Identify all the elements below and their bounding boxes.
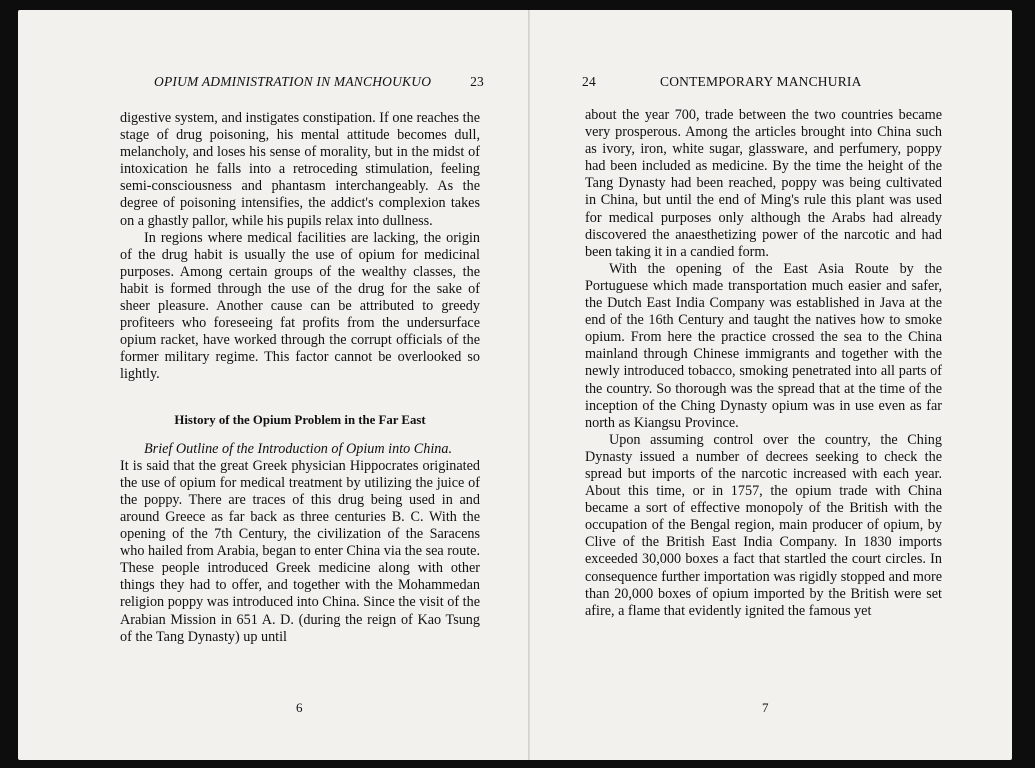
right-paragraph-3: Upon assuming control over the country, the Ching Dynasty issued a number of decrees seeking to check the spread but imports of the narcotic increased with each year. About this time, or in 1757, the opium trade with China became a sort of effective monopoly of the British with the occupation of the Bengal region, main producer of opium, by Clive of the British East India Company. In 1830 imports exceeded 30,000 boxes a fact that startled the court circles. In consequence further importation was rigidly stopped and more than 20,000 boxes of opium imported by the British were set afire, a flame that evidently ignited the famous yet <box>585 431 942 619</box>
section-subtitle-line <box>120 441 480 458</box>
left-page <box>18 10 530 760</box>
left-paragraph-1: digestive system, and instigates constipation. If one reaches the stage of drug poisoning, his mental attitude becomes dull, melancholy, and loses his sense of morality, but in the midst of intoxication he falls into a retroceding stimulation, feeling semi-consciousness and phantasm interchangeably. As the degree of poisoning intensifies, the addict's complexion takes on a ghastly pallor, while his pupils relax into dullness. <box>120 110 480 229</box>
section-title: History of the Opium Problem in the Far East <box>174 412 426 427</box>
left-folio: 6 <box>296 700 303 715</box>
left-paragraph-3: It is said that the great Greek physician Hippocrates originated the use of opium for medical treatment by utilizing the juice of the poppy. There are traces of this drug being used in and around Greece as far back as three centuries B. C. With the opening of the 7th Century, the civilization of the Saracens who hailed from Arabia, began to enter China via the sea route. These people introduced Greek medicine along with other things they had to offer, and together with the Mohammedan religion poppy was introduced into China. Since the visit of the Arabian Mission in 651 A. D. (during the reign of Kao Tsung of the Tang Dynasty) up until <box>120 457 480 645</box>
section-subtitle: Brief Outline of the Introduction of Opium into China. <box>144 440 453 457</box>
right-running-head: CONTEMPORARY MANCHURIA <box>660 74 862 89</box>
right-page <box>530 10 1012 760</box>
right-paragraph-2: With the opening of the East Asia Route by the Portuguese which made transportation much easier and safer, the Dutch East India Company was established in Java at the end of the 16th Century and taught the natives how to smoke opium. From here the practice crossed the sea to the China mainland through Chinese immigrants and together with the newly introduced tobacco, smoking penetrated into all parts of the country. So thorough was the spread that at the time of the inception of the Ching Dynasty opium was in use even as far north as Kiangsu Province. <box>585 260 942 431</box>
right-paragraph-1: about the year 700, trade between the two countries became very prosperous. Among the articles brought into China such as ivory, iron, white sugar, glassware, and perfumery, poppy had been included as medicine. By the time the height of the Tang Dynasty had been reached, poppy was being cultivated in China, but until the end of Ming's rule this plant was used for medical purposes only although the Arabs had already discovered the anaesthetizing power of the narcotic and had been taking it in a candied form. <box>585 107 942 260</box>
left-running-head: OPIUM ADMINISTRATION IN MANCHOUKUO <box>154 74 432 89</box>
left-running-header <box>154 74 484 90</box>
left-paragraph-2: In regions where medical facilities are lacking, the origin of the drug habit is usually the use of opium for medicinal purposes. Among certain groups of the wealthy classes, the habit is formed through the use of the drug for the sake of sheer pleasure. Another cause can be attributed to greedy profiteers who foreseeing fat profits from the undersurface opium racket, have worked through the corrupt officials of the former military regime. This factor cannot be overlooked so lightly. <box>120 229 480 383</box>
left-page-number: 23 <box>470 74 484 89</box>
right-page-number: 24 <box>582 74 596 89</box>
right-body-text <box>585 107 942 620</box>
right-folio: 7 <box>762 700 769 715</box>
left-body-text <box>120 110 480 646</box>
